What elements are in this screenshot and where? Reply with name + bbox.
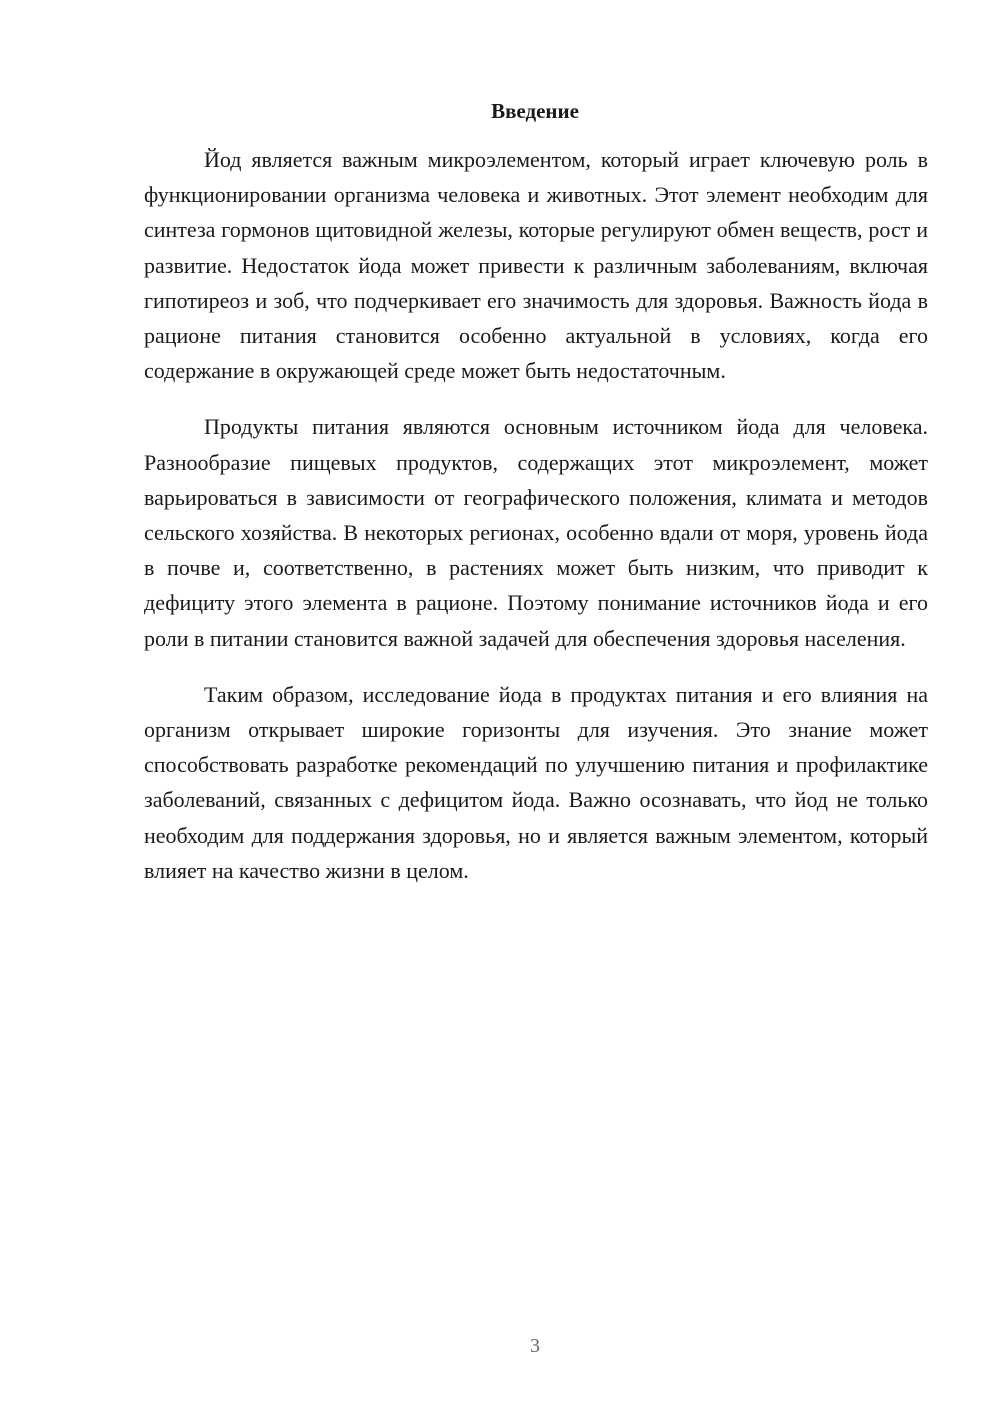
paragraph-3: Таким образом, исследование йода в продуктах питания и его влияния на организм открывает широкие горизонты для изучения. Это знание может способствовать разработке рекомендаций по улучшению питания и профилактике заболеваний, связанных с дефицитом йода. Важно осознавать, что йод не только необходим для поддержания здоровья, но и является важным элементом, который влияет на качество жизни в целом. bbox=[144, 681, 928, 883]
page-number: 3 bbox=[530, 1335, 540, 1357]
paragraph-1: Йод является важным микроэлементом, который играет ключевую роль в функционировании организма человека и животных. Этот элемент необходим для синтеза гормонов щитовидной железы, которые регулируют обмен веществ, рост и развитие. Недостаток йода может привести к различным заболеваниям, включая гипотиреоз и зоб, что подчеркивает его значимость для здоровья. Важность йода в рационе питания становится особенно актуальной в условиях, когда его содержание в окружающей среде может быть недостаточным. bbox=[144, 147, 928, 384]
paragraph-2: Продукты питания являются основным источником йода для человека. Разнообразие пищевых продуктов, содержащих этот микроэлемент, может варьироваться в зависимости от географического положения, климата и методов сельского хозяйства. В некоторых регионах, особенно вдали от моря, уровень йода в почве и, соответственно, в растениях может быть низким, что приводит к дефициту этого элемента в рационе. Поэтому понимание источников йода и его роли в питании становится важной задачей для обеспечения здоровья населения. bbox=[144, 414, 928, 651]
section-title: Введение bbox=[491, 99, 579, 123]
body-text bbox=[144, 142, 928, 909]
